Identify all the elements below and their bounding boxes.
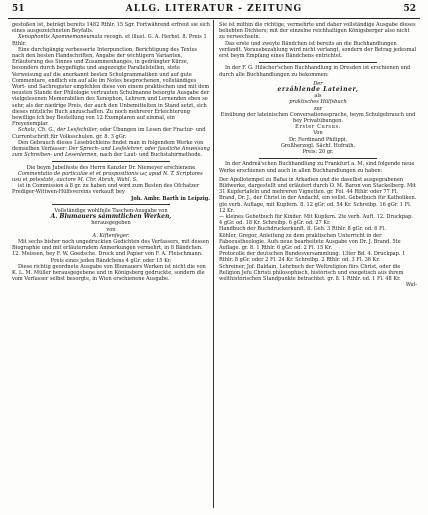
work-title-line: Der	[313, 80, 323, 87]
list-item: Schreiner, Jof. Baldain, Lehrbuch der Weltreligion fürs Christ, oder die Religion Jefu Christi philosophisch, historisch und exegetisch aus ihrem welthistorischen Standpunkte betrachtet. gr. 8. 1 Rthlr. od. 1 Fl. 48 Kr.	[219, 263, 404, 283]
work-title-line: praktisches Hülfsbuch	[289, 99, 347, 106]
book-entry: Scholz, Ch. G., der Lesfschüler, oder Übungen im Lesen der Fractur- und Currentschrift für Volksschulen. gr. 8. 3 gGr.	[12, 127, 206, 140]
right-column	[219, 22, 417, 289]
notice-title: Die beym Jubelfeste des Herrn Kanzler Dr. Niemeyer erschienene	[26, 164, 196, 171]
list-item: Handbuch der Buchdruckerkunft. 8. Geh. 3 Rthlr. 8 gGr. od. 6 Fl.	[219, 226, 386, 233]
author-name: Dr. Ferdinand Philippi,	[288, 136, 348, 143]
page-header	[8, 4, 420, 18]
paragraph: Mit sechs bisher noch ungedruckten Gedichten des Verfassers, mit dessen Biographie und mit erläuterndem Anmerkungen vermehrt, in 8 Bändchen. 12. Meissen, bey F. W. Goedsche. Druck und Papier von F. A. Fleischmann.	[12, 239, 210, 258]
editor-line: von	[106, 226, 116, 233]
work-title-line: als	[314, 93, 322, 100]
work-course: Erster Cursus.	[295, 124, 341, 131]
journal-title: ALLG. LITERATUR - ZEITUNG	[125, 4, 303, 14]
list-item: — kleines Gebetbuch für Kinder. Mit Kupfern. 2te verb. Auft. 12. Druckpap. 4 gGr. od. 18 Kr. Schreibp. 6 gGr. od. 27 Kr.	[219, 214, 413, 227]
price-line: Preis: 20 gr.	[302, 149, 334, 156]
list-item: Protocolle der deutschen Bundesversammlung. 13ter Bd. 4. Druckpap. 1 Rthlr. 8 gGr. oder 2 Fl. 24 Kr. Schreibp. 2 Rthlr. od. 3 Fl. 36 Kr.	[219, 251, 406, 264]
announcement-work: A. Blumauers sämmtlichen Werken,	[50, 213, 172, 221]
page-number-left: 51	[12, 4, 25, 14]
publisher-signature: Joh. Ambr. Barth in Leipzig.	[130, 195, 210, 202]
paragraph: Eine durchgängig verbesserte Interpunction, Berichtigung des Textes nach den besten Handschriften, Angabe der wichtigern Varianten, Erläuterung des Sinnes und Zusammenhanges, in gedrängter Kürze, besonders durch beygefügte und angezeigte Parallelstellen, stete Verweisung auf die anerkannt besten Schulgrammatiken und auf gute Commentare, endlich ein auf alle im Notes besprochenen, vollständiges Wort- und Sachregister empfehlen diese von einem praktischen und mit dem neusten Stande der Philologie vertrauten Schulmanne besorgte Ausgabe der vielgelesenen Memorabilien des Xenophon, Lehrern und Lernenden eben so sehr, als der niedrige Preis, der auch den Unbemittelten in Stand setzt, sich dieses nützliche Buch anzuschaffen. Zu noch mehrerer Erleichterung bewillige ich bey Bestellung von 12 Exemplaren auf einmal, ein Freyexemplar.	[12, 46, 210, 128]
list-item: Köhler, Gregor, Anleitung zu dem praktischen Unterricht in der Fabeeustheologie. Aufs neue bearbeitete Ausgabe von Dr. J. Brand. 5te Auflage. gr. 8. 1 Rthlr. 6 gGr. od. 2 Fl. 15 Kr.	[219, 232, 401, 252]
notice-title: In der F. G. Hilscher'schen Buchhandlung in Dresden ist erschienen und durch alle Buchhandlungen zu bekommen:	[219, 65, 411, 78]
notice-work: Commentatio de particulae et et prospositionis ως apud N. T. Scriptores usu et potestate, auctore M. Chr. Abrah. Wahl, S.	[12, 170, 203, 184]
section-rule	[259, 158, 377, 159]
list-item: Brand, Dr. J., der Christ in der Andacht, ein vollst. Gebetbuch für Katholiken. gte verb. Auflage, mit Kupfern. 8. 12 gGr. od. 54 Kr. Schreibp. 16 gGr. 1 Fl. 12 Kr.	[219, 195, 417, 214]
list-item: Der Apollotempel zu Bafsa in Arkadien und die daselbst ausgegrabenen Bildwerke, dargestellt und erläutert durch O. M. Baron von Stackelberg. Mit 31 Kupfertafeln und mehreren Vignetten. gr. Fol. 44 Rthlr. oder 77 Fl.	[219, 176, 416, 196]
section-rule	[259, 62, 377, 63]
paragraph: Das erste und zweyte Bändchen ist bereits an die Buchhandlungen verfandt. Vorausbezahlung wird nicht verlangt, sondern der Betrag jedesmal erst beym Empfang eines Bändchens entrichtet.	[219, 40, 417, 60]
header-rule	[8, 18, 420, 19]
editor-line: herausgegeben	[91, 220, 131, 227]
work-title-main: erzählende Lateiner,	[277, 86, 359, 94]
page-number-right: 52	[403, 4, 416, 14]
left-column	[12, 22, 210, 283]
section-rule	[52, 161, 170, 162]
author-title: Großherzogl. Sächf. Hofrath.	[280, 142, 356, 149]
notice-title: In der Andreä'schen Buchhandlung zu Frankfurt a. M. sind folgende neue Werke erschienen und auch in allen Buchhandlungen zu haben:	[219, 161, 415, 174]
notice-text: ist in Commission à 8 gr. zu haben und wird zum Besten des Ofchatzer Prediger-Wittwen-Hülfsvereins verkauft bey	[12, 183, 200, 196]
editor-name: A. Kiftenfeger.	[92, 232, 130, 239]
book-title: Xenophontis Apomnemoneumata recogn. et illust. G. A. Herbst. 8. Preis 1 Rthlr.	[12, 34, 207, 47]
paragraph: Den Gebrauch dieses Lesebüchleins findet man in folgendem Werke von demselben Verfasser: Der Sprech- und Lesfelehrer, oder fassliche Anweisung zum Schreiben- und Lesenlernen, nach der Laut- und Buchstabirmethode.	[12, 139, 210, 159]
work-title-line: zur	[313, 105, 323, 112]
price-line: Preis eines jeden Bändchens 4 gGr. oder 15 Kr.	[50, 257, 172, 264]
catchword: Wal-	[405, 282, 417, 289]
paragraph: gestoßen ist, beträgt bereits 1482 Rthlr. 15 Sgr. Fortwährend erfreut sie sich eines ausgezeichneten Beyfalls.	[12, 22, 210, 35]
work-title-line: Von	[313, 130, 323, 137]
work-subtitle: Einübung der lateinischen Conversationssprache, beym Schulgebrauch und bey Privatübungen.	[220, 111, 416, 125]
paragraph: Sie ist mithin die richtige, vermehrte und daher vollständige Ausgabe dieses beliebten Dichters; mit der einzelne reichhaltigen Königsberger also nicht zu verwechseln.	[219, 22, 416, 41]
column-divider	[213, 20, 214, 508]
section-rule	[52, 204, 170, 205]
announcement-title: Vollständige wohlfeile Taschen-Ausgabe von	[54, 208, 168, 215]
paragraph: Diese richtig geordnete Ausgabe von Blumauers Werken ist nicht die von K. L. M. Müller herausgegebene und in Königsberg gedruckte, sondern die vom Verfasser selbst besorgte, in Wien erschienene Ausgabe.	[12, 263, 206, 283]
